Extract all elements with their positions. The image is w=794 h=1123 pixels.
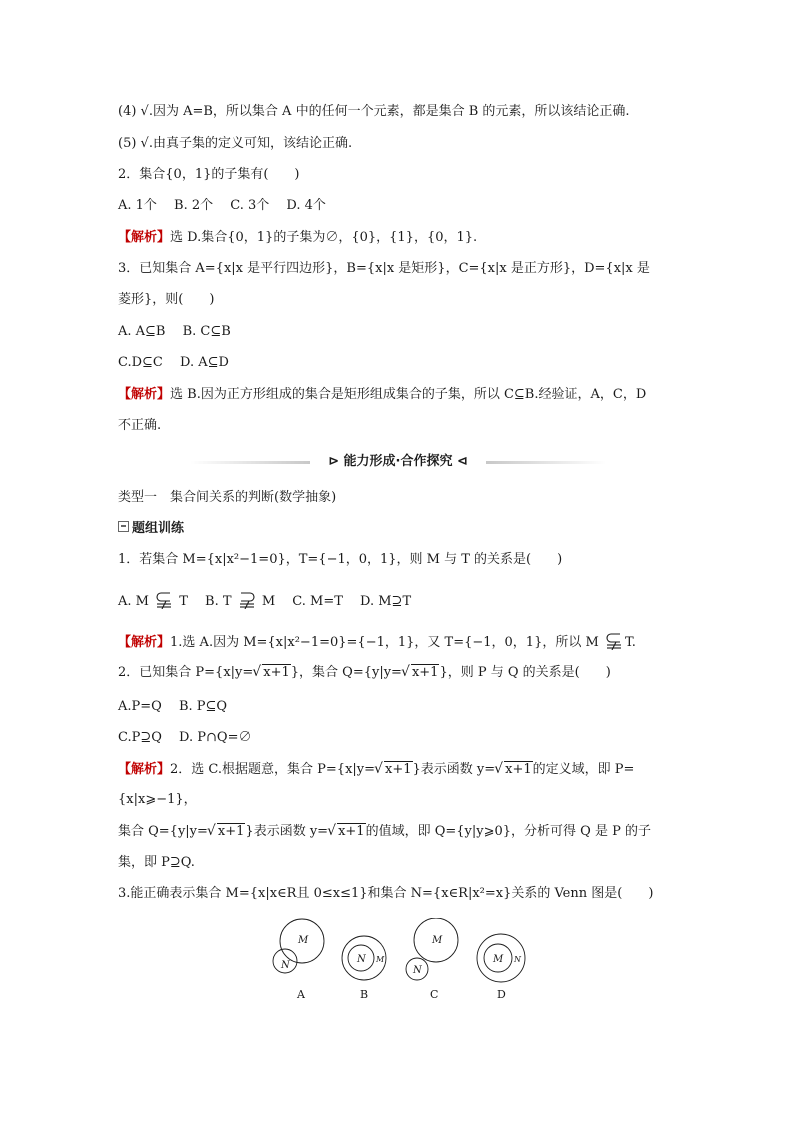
answer-2-text: 选 D.集合{0，1}的子集为∅，{0}，{1}，{0，1}. [170, 230, 478, 245]
option-b-text: T B. T [179, 594, 232, 609]
exercise-group-heading [118, 519, 184, 539]
answer-ex2-line-2: {x|x⩾−1}， [118, 792, 197, 807]
ans2-part-b: }表示函数 y= [412, 762, 496, 777]
venn-a-caption: A [297, 988, 305, 1001]
proper-superset-symbol-icon [236, 591, 258, 609]
sqrt-expression [495, 760, 533, 780]
section-banner [190, 452, 606, 472]
venn-d-label-n: N [514, 955, 521, 964]
answer-2 [118, 228, 477, 248]
answer-ex2-line-3 [118, 822, 651, 842]
sqrt-expression [375, 760, 413, 780]
ans2-part-a: 2．选 C.根据题意，集合 P={x|y= [170, 762, 376, 777]
venn-c-label-n: N [413, 965, 422, 976]
ans2b-part-c: 的值域，即 Q={y|y⩾0}，分析可得 Q 是 P 的子 [365, 824, 651, 839]
venn-a-label-n: N [281, 960, 290, 971]
venn-d-caption: D [497, 988, 506, 1001]
analysis-tag: 【解析】 [118, 635, 171, 650]
radicand: x+1 [263, 665, 290, 680]
ans2b-part-a: 集合 Q={y|y= [118, 824, 208, 839]
solution-line-4: (4) √.因为 A=B，所以集合 A 中的任何一个元素，都是集合 B 的元素，所以该结论正确. [118, 104, 630, 119]
venn-b-caption: B [360, 988, 369, 1001]
question-3-line-2: 菱形}，则( ) [118, 292, 215, 307]
sqrt-expression [402, 663, 440, 683]
minus-box-icon [118, 521, 129, 532]
venn-option-b [342, 936, 386, 1001]
venn-option-d [477, 934, 525, 1001]
exercise-2-options-2: C.P⊇Q D. P∩Q=∅ [118, 730, 252, 745]
answer-ex1-text: 1.选 A.因为 M={x|x²−1=0}={−1，1}，又 T={−1，0，1}，所以 M [170, 635, 599, 650]
venn-c-label-m: M [432, 935, 443, 946]
exercise-2 [118, 663, 611, 683]
question-3-options-1: A. A⊆B B. C⊆B [118, 324, 231, 339]
venn-b-label-n: N [357, 954, 366, 965]
ex2-part-b: }，集合 Q={y|y= [290, 665, 402, 680]
section-banner-title: ⊳ 能力形成·合作探究 ⊲ [328, 454, 468, 469]
answer-ex1-end: T. [624, 635, 636, 650]
sqrt-expression [208, 822, 246, 842]
radicand: x+1 [217, 824, 245, 839]
analysis-tag: 【解析】 [118, 387, 171, 402]
type-heading: 类型一 集合间关系的判断(数学抽象) [118, 490, 337, 505]
venn-option-a [273, 919, 324, 1001]
venn-d-label-m: M [493, 954, 504, 965]
exercise-group-label: 题组训练 [132, 521, 185, 536]
ex2-part-c: }，则 P 与 Q 的关系是( ) [439, 665, 611, 680]
proper-subset-symbol-icon [603, 632, 625, 650]
venn-a-label-m: M [298, 935, 309, 946]
answer-3-line-1 [118, 385, 646, 405]
radicand: x+1 [411, 665, 439, 680]
sqrt-expression [253, 663, 291, 683]
answer-ex2-line-4: 集，即 P⊇Q. [118, 855, 195, 870]
exercise-3: 3.能正确表示集合 M={x|x∈R且 0≤x≤1}和集合 N={x∈R|x²=x}关系的 Venn 图是( ) [118, 886, 654, 901]
option-cd-text: M C. M=T D. M⊇T [261, 594, 412, 609]
venn-diagram-options [262, 918, 532, 1008]
question-2: 2．集合{0，1}的子集有( ) [118, 167, 300, 182]
radicand: x+1 [338, 824, 365, 839]
venn-option-c [406, 918, 458, 1001]
ex2-part-a: 2．已知集合 P={x|y= [118, 665, 254, 680]
exercise-1-options [118, 591, 411, 612]
solution-line-5: (5) √.由真子集的定义可知，该结论正确. [118, 136, 353, 151]
sqrt-expression [328, 822, 366, 842]
ans2-part-c: 的定义域，即 P= [532, 762, 635, 777]
answer-3-text: 选 B.因为正方形组成的集合是矩形组成集合的子集，所以 C⊆B.经验证，A，C，D [170, 387, 647, 402]
venn-b-label-m: M [376, 955, 385, 964]
answer-3-line-2: 不正确. [118, 418, 162, 433]
exercise-1: 1．若集合 M={x|x²−1=0}，T={−1，0，1}，则 M 与 T 的关系是( ) [118, 552, 563, 567]
radicand: x+1 [505, 762, 532, 777]
exercise-2-options-1: A.P=Q B. P⊆Q [118, 699, 228, 714]
option-a-text: A. M [118, 594, 149, 609]
analysis-tag: 【解析】 [118, 762, 171, 777]
radicand: x+1 [385, 762, 412, 777]
venn-c-caption: C [430, 988, 439, 1001]
analysis-tag: 【解析】 [118, 230, 171, 245]
ans2b-part-b: }表示函数 y= [245, 824, 329, 839]
question-3-line-1: 3．已知集合 A={x|x 是平行四边形}，B={x|x 是矩形}，C={x|x 是正方形}，D={x|x 是 [118, 261, 650, 276]
answer-ex2-line-1 [118, 760, 634, 780]
question-2-options: A. 1个 B. 2个 C. 3个 D. 4个 [118, 198, 326, 213]
answer-ex1 [118, 632, 636, 653]
proper-subset-symbol-icon [153, 591, 175, 609]
question-3-options-2: C.D⊆C D. A⊆D [118, 355, 229, 370]
